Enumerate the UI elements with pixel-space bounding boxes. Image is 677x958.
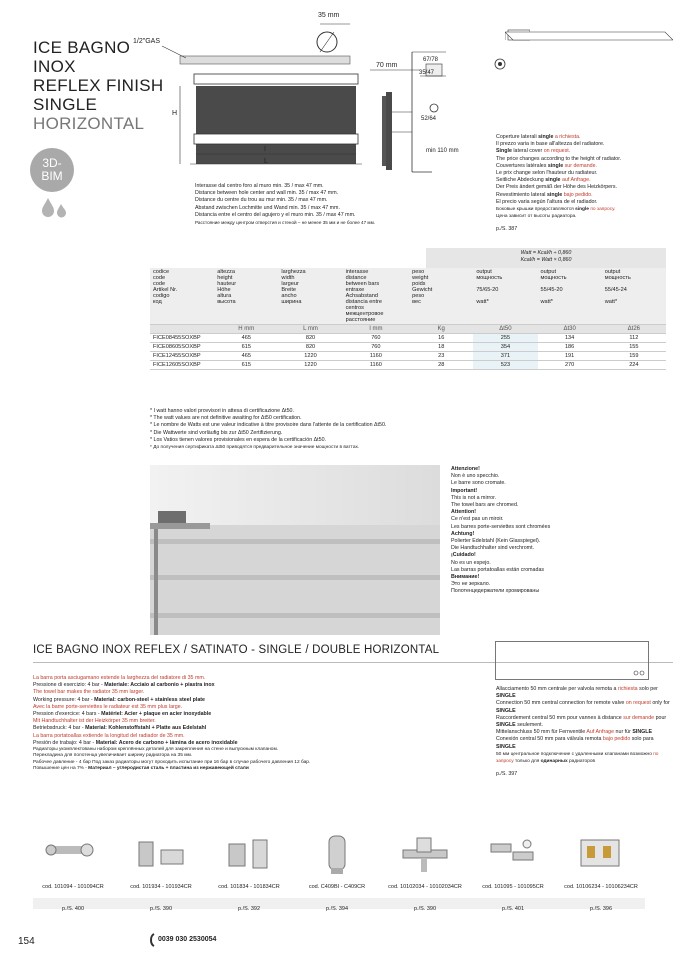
spec-line: Distance between hole center and wall min. 35 / max 47 mm. <box>195 190 339 197</box>
certification-notes: * I watt hanno valori provvisori in attesa di certificazione Δt50. * The watt values are not definitive awaiting for Δt50 certification. * Le nombre de Watts est une valeur indicative à titre provisoire dans l'attente de la certification Δt50. * Die Wattwerte sind vorläufig bis zur Δt50 Zertifizierung. * Los Vatios tienen valores provisionales en espera de la certificación Δt50. * До получения сертификата Δt50 приводятся предварительное значение мощности в ваттах. <box>150 408 387 451</box>
pipe-detail-drawing <box>505 28 673 78</box>
dim-i: I <box>264 146 266 153</box>
title-line: REFLEX FINISH <box>33 76 164 95</box>
watt-conversion-note: Watt = Kcal/h ÷ 0,860 Kcal/h = Watt × 0,860 <box>426 248 666 268</box>
distance-specs <box>195 183 425 226</box>
covers-page-ref[interactable]: p./S. 387 <box>496 226 518 233</box>
accessory-code: cod. 10102034 - 10102034CR <box>388 884 462 890</box>
title-line: HORIZONTAL <box>33 114 145 133</box>
accessory-page-ref: p./S. 394 <box>325 906 349 912</box>
connection-diagram-box <box>495 641 649 680</box>
connection-icon <box>633 670 645 676</box>
page-number: 154 <box>18 936 35 947</box>
accessory-code: cod. C409BI - C409CR <box>308 884 366 890</box>
phone-icon <box>148 933 156 947</box>
thermostatic-head-icon <box>307 832 367 878</box>
gas-label: 1/2"GAS <box>133 38 160 45</box>
accessory-item[interactable] <box>121 828 201 912</box>
accessories-row <box>33 828 645 912</box>
section-title: ICE BAGNO INOX REFLEX / SATINATO - SINGLE / DOUBLE HORIZONTAL <box>33 644 440 656</box>
accessory-code: cod. 101095 - 101095CR <box>482 884 544 890</box>
dim-l: L <box>264 158 268 165</box>
valve-kit-icon <box>43 832 103 878</box>
table-row: FICE12455SOXBP 465 1220 1160 23 371 191 159 <box>150 352 666 361</box>
th-code: codice code code Artikel Nr. codigo код <box>150 268 214 325</box>
accessory-item[interactable] <box>209 828 289 912</box>
table-header-row <box>150 268 666 325</box>
accessory-item[interactable] <box>385 828 465 912</box>
accessory-item[interactable] <box>561 828 641 912</box>
product-title <box>33 38 163 133</box>
th-width: larghezza width largeur Breite ancho ширина <box>278 268 342 325</box>
accessory-page-ref: p./S. 390 <box>413 906 437 912</box>
table-row: FICE08605SOXBP 615 820 760 18 354 186 155 <box>150 343 666 352</box>
corner-valve-icon <box>219 832 279 878</box>
connection-kit-icon <box>571 832 631 878</box>
accessory-item[interactable] <box>297 828 377 912</box>
accessory-code: cod. 10106234 - 10106234CR <box>564 884 638 890</box>
accessory-code: cod. 101094 - 101094CR <box>42 884 104 890</box>
th-output-50: output мощность 75/65-20 watt* <box>473 268 537 325</box>
water-drops-icon <box>40 196 70 220</box>
dim-35mm: 35 mm <box>318 12 340 19</box>
title-line: INOX <box>33 57 76 76</box>
th-distance: interasse distance between bars entraxe Achsabstand distancia entre centros межцентровое расстояние <box>343 268 410 325</box>
title-line: SINGLE <box>33 95 98 114</box>
connection-page-ref[interactable]: p./S. 397 <box>496 771 518 778</box>
accessory-page-ref: p./S. 396 <box>589 906 613 912</box>
dim-min110: min 110 mm <box>426 148 459 154</box>
th-weight: peso weight poids Gewicht peso вес <box>409 268 473 325</box>
accessory-page-ref: p./S. 392 <box>237 906 261 912</box>
accessory-page-ref: p./S. 400 <box>61 906 85 912</box>
central-connection-note: Allacciamento 50 mm centrale per valvola remota a richiesta solo per SINGLE Connection 50 mm central connection for remote valve on request only for SINGLE Raccordement central 50 mm pour vannes à distance sur demande pour SINGLE seulement. Mittelanschluss 50 mm für Fernventile Auf Anfrage nur für SINGLE Conexión central 50 mm para válvula remota bajo pedido solo para SINGLE 50 мм центральное подключение с удаленными клапанами возможно по запросу только для одинарных радиаторов p./S. 397 <box>496 686 670 778</box>
title-line: ICE BAGNO <box>33 38 131 57</box>
spec-line: Interasse dal centro foro al muro min. 35 / max 47 mm. <box>195 183 324 189</box>
accessory-item[interactable] <box>33 828 113 912</box>
th-height: altezza height hauteur Höhe altura высота <box>214 268 278 325</box>
dim-52-64: 52/64 <box>421 116 437 122</box>
product-table <box>150 268 666 370</box>
accessory-item[interactable] <box>473 828 553 912</box>
dim-h: H <box>172 110 178 117</box>
spec-line: Расстояние между центром отверстия и стеной – не менее 35 мм и не более 47 мм. <box>195 220 376 226</box>
wall-bracket-icon <box>483 832 543 878</box>
angle-valve-icon <box>131 832 191 878</box>
spec-line: Distance du centre du trou au mur min. 35 / max 47 mm. <box>195 197 328 204</box>
table-units-row: H mm L mm I mm Kg Δt50 Δt30 Δt26 <box>150 325 666 334</box>
product-photo <box>150 465 440 635</box>
accessory-page-ref: p./S. 390 <box>149 906 173 912</box>
accessory-page-ref: p./S. 401 <box>501 906 525 912</box>
bim-line: BIM <box>41 169 63 183</box>
bim-line: 3D- <box>42 156 62 170</box>
accessory-code: cod. 101934 - 101934CR <box>130 884 192 890</box>
radiator-photo-illustration <box>150 465 440 635</box>
technical-drawing <box>150 12 530 182</box>
dim-67-78: 67/78 <box>423 57 439 63</box>
spec-line: Abstand zwischen Lochmitte und Wand min. 35 / max 47 mm. <box>195 204 340 211</box>
spec-line: Distancia entre el centro del agujero y el muro min. 35 / max 47 mm. <box>195 211 356 218</box>
phone-number[interactable]: 0039 030 2530054 <box>158 936 217 943</box>
th-output-26: output мощность 55/45-24 watt* <box>602 268 666 325</box>
mirror-warning: Attenzione! Non è uno specchio. Le barre sono cromate. Important! This is not a mirror. The towel bars are chromed. Attention! Ce n'est pas un miroir. Les barres porte-serviettes sont chromées Achtung! Polierter Edelstahl (Kein Glasspiegel). Die Handtuchhalter sind verchromt. ¡Cuidado! No es un espejo. Las barras portatoallas están cromadas Внимание! Это не зеркало. Полотенцедержатели хромированы <box>451 466 551 595</box>
table-row: FICE12605SOXBP 615 1220 1160 28 523 270 224 <box>150 361 666 370</box>
central-valve-icon <box>395 832 455 878</box>
dim-35-47: 35/47 <box>419 70 435 76</box>
accessory-code: cod. 101834 - 101834CR <box>218 884 280 890</box>
3d-bim-badge[interactable] <box>30 148 74 192</box>
th-output-30: output мощность 55/45-20 watt* <box>538 268 602 325</box>
lateral-covers-note: Coperture laterali single a richiesta. Il prezzo varia in base all'altezza del radiatore. Single lateral cover on request. The price changes according to the height of radiator. Couvertures latérales single sur demande. Le prix change selon l'hauteur du radiateur. Seitliche Abdeckung single auf Anfrage. Der Preis ändert gemäß der Höhe des Heizkörpers. Revestimiento lateral single bajo pedido. El precio varia según l'altura de el radiador. Боковые крышки предоставляются single по запросу. Цена зависит от высоты радиатора. p./S. 387 <box>496 134 666 234</box>
dim-70mm: 70 mm <box>376 62 398 69</box>
table-row: FICE08455SOXBP 465 820 760 16 255 134 112 <box>150 334 666 343</box>
section-description: La barra porta asciugamano estende la larghezza del radiatore di 35 mm. Pressione di esercizio: 4 bar - Materiale: Acciaio al carbonio + piastra inox The towel bar makes the radiator 35 mm larger. Working pressure: 4 bar - Material: carbon-steel + stainless steel plate Avec la barre porte-serviettes le radiateur est 35 mm plus large. Pression d'exercice: 4 bars - Matériel: Acier + plaque en acier inoxydable Mit Handtuchhalter ist der Heizkörper 35 mm breiter. Betriebsdruck: 4 bar - Material: Kohlenstoffstahl + Platte aus Edelstahl La barra portatoallas extiende la longitud del radiador de 35 mm. Presión de trabajo: 4 bar - Material: Acero de carbono + lámina de acero inoxidable Радиаторы укомплектованы набором креплённых деталей для закрепления на стене и выпускным клапаном. Перекладина для полотенца увеличивает ширину радиатора на 35 мм. Рабочее давление - 4 бар Под заказ радиаторы могут проходить испытание при 16 бар в случае рабочего давления 12 бар. Повышение цен на 7% - Материал – углеродистая сталь + пластина из нержавеющей стали <box>33 675 311 772</box>
